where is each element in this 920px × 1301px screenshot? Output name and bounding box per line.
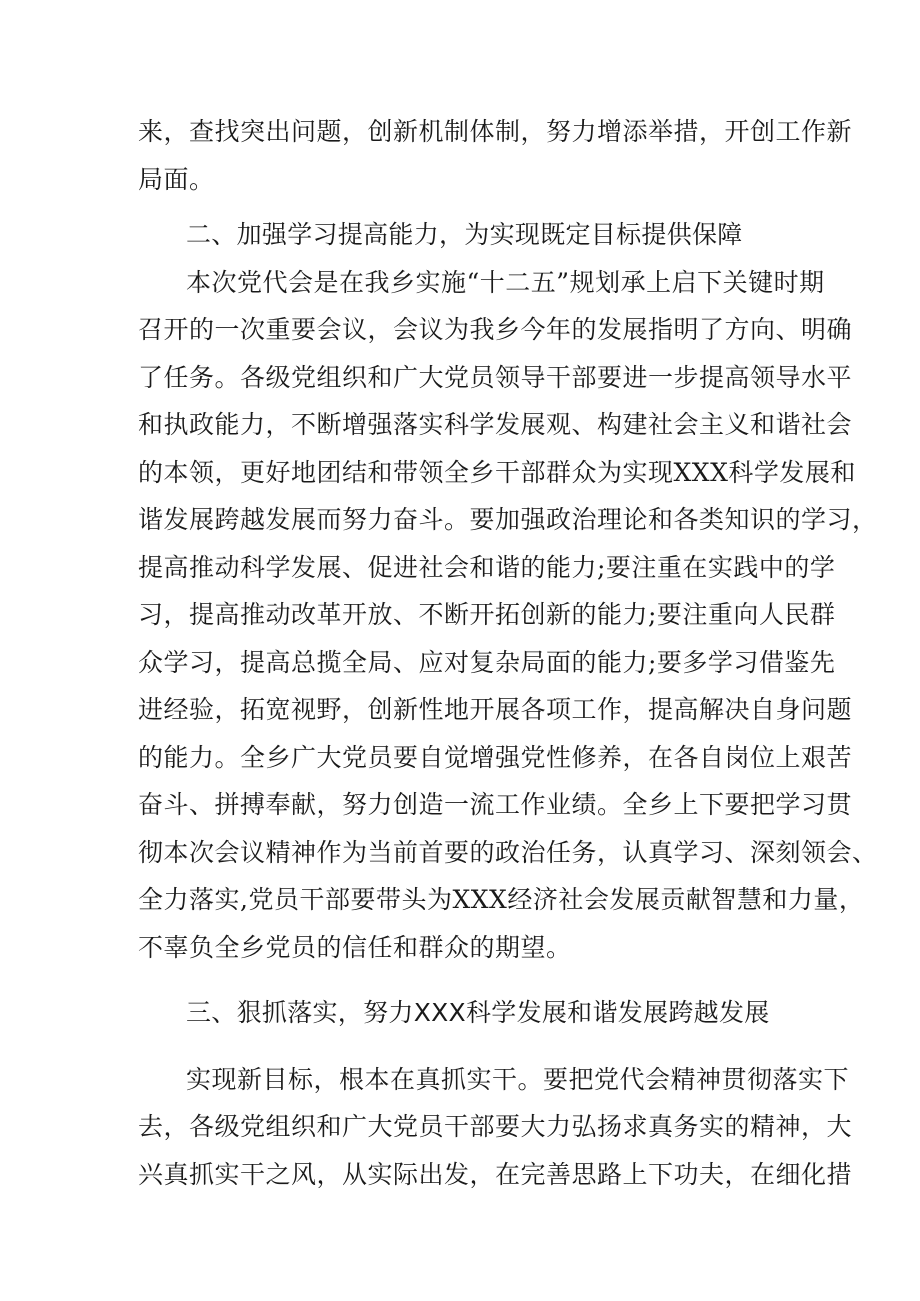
body-text-line: 和执政能力，不断增强落实科学发展观、构建社会主义和谐社会 (138, 410, 853, 439)
body-text-line: 不辜负全乡党员的信任和群众的期望。 (138, 933, 572, 962)
body-text-line: 去，各级党组织和广大党员干部要大力弘扬求真务实的精神，大 (138, 1112, 853, 1141)
section-heading-3: 三、狠抓落实，努力XXX科学发展和谐发展跨越发展 (186, 998, 770, 1027)
body-text-line: 实现新目标，根本在真抓实干。要把党代会精神贯彻落实下 (186, 1065, 850, 1094)
body-text-line: 众学习，提高总揽全局、应对复杂局面的能力;要多学习借鉴先 (138, 648, 836, 677)
body-text-line: 召开的一次重要会议，会议为我乡今年的发展指明了方向、明确 (138, 315, 853, 344)
body-text-line: 局面。 (138, 165, 215, 194)
body-text-line: 了任务。各级党组织和广大党员领导干部要进一步提高领导水平 (138, 363, 853, 392)
body-text-line: 来，查找突出问题，创新机制体制，努力增添举措，开创工作新 (138, 117, 853, 146)
body-text-line: 谐发展跨越发展而努力奋斗。要加强政治理论和各类知识的学习， (138, 505, 878, 534)
body-text-line: 彻本次会议精神作为当前首要的政治任务，认真学习、深刻领会、 (138, 838, 878, 867)
body-text-line: 本次党代会是在我乡实施“十二五”规划承上启下关键时期 (186, 268, 825, 297)
body-text-line: 奋斗、拼搏奉献，努力创造一流工作业绩。全乡上下要把学习贯 (138, 790, 853, 819)
body-text-line: 全力落实,党员干部要带头为XXX经济社会发展贡献智慧和力量， (138, 885, 865, 914)
body-text-line: 习，提高推动改革开放、不断开拓创新的能力;要注重向人民群 (138, 600, 836, 629)
body-text-line: 的能力。全乡广大党员要自觉增强党性修养，在各自岗位上艰苦 (138, 743, 853, 772)
section-heading-2: 二、加强学习提高能力，为实现既定目标提供保障 (186, 220, 743, 249)
body-text-line: 进经验，拓宽视野，创新性地开展各项工作，提高解决自身问题 (138, 695, 853, 724)
body-text-line: 的本领，更好地团结和带领全乡干部群众为实现XXX科学发展和 (138, 458, 856, 487)
body-text-line: 兴真抓实干之风，从实际出发，在完善思路上下功夫，在细化措 (138, 1160, 853, 1189)
body-text-line: 提高推动科学发展、促进社会和谐的能力;要注重在实践中的学 (138, 553, 836, 582)
